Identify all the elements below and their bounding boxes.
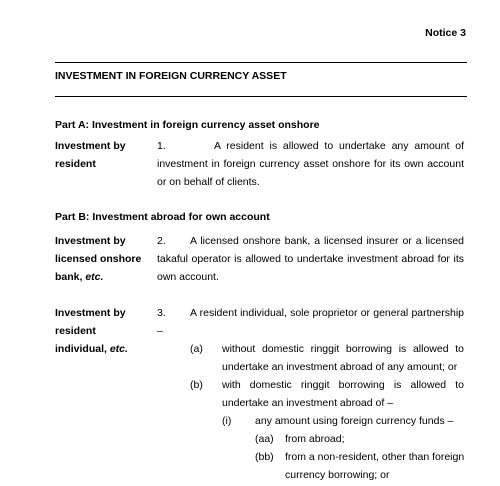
paragraph-1-line-2: investment in foreign currency asset onshore for its own account [157,158,464,170]
paragraph-2-line-3: own account. [157,271,219,283]
part-a-side-heading-line-2: resident [55,158,96,170]
para-2-side-heading-text: bank, [55,271,86,283]
item-b-label: (b) [190,379,203,391]
para-3-side-heading-line-1: Investment by [55,307,126,319]
item-bb-line-1: from a non-resident, other than foreign [285,451,465,463]
paragraph-1-line-1: A resident is allowed to undertake any amount of [214,140,464,152]
paragraph-3-line-1: A resident individual, sole proprietor or general partnership [190,307,464,319]
item-aa-label: (aa) [255,433,274,445]
paragraph-2-line-2: takaful operator is allowed to undertake investment abroad for its [157,253,464,265]
part-a-heading: Part A: Investment in foreign currency asset onshore [55,119,320,131]
item-b-line-2: undertake an investment abroad of – [222,397,394,409]
item-bb-label: (bb) [255,451,274,463]
item-b-line-1: with domestic ringgit borrowing is allowed to [222,379,464,391]
document-title: INVESTMENT IN FOREIGN CURRENCY ASSET [55,70,287,82]
para-2-side-heading-line-1: Investment by [55,235,126,247]
para-3-side-heading-etc: etc. [109,343,128,355]
paragraph-3-line-2: – [157,325,163,337]
part-b-heading: Part B: Investment abroad for own account [55,211,270,223]
item-aa-line-1: from abroad; [285,433,345,445]
item-i-line-1: any amount using foreign currency funds – [255,415,454,427]
paragraph-3-number: 3. [157,307,166,319]
paragraph-2-line-1: A licensed onshore bank, a licensed insurer or a licensed [190,235,464,247]
para-2-side-heading-line-3 [55,270,103,284]
notice-number: Notice 3 [425,27,466,39]
item-a-label: (a) [190,343,203,355]
para-3-side-heading-text: individual, [55,343,110,355]
item-bb-line-2: currency borrowing; or [285,469,390,481]
title-divider [55,96,467,97]
paragraph-2-number: 2. [157,235,166,247]
para-3-side-heading-line-3 [55,342,128,356]
paragraph-1-number: 1. [157,140,166,152]
para-3-side-heading-line-2: resident [55,325,96,337]
part-a-side-heading-line-1: Investment by [55,140,126,152]
paragraph-1-line-3: or on behalf of clients. [157,176,260,188]
item-i-label: (i) [222,415,232,427]
top-divider [55,62,467,63]
item-a-line-2: undertake an investment abroad of any amount; or [222,361,458,373]
para-2-side-heading-etc: etc. [85,271,104,283]
item-a-line-1: without domestic ringgit borrowing is allowed to [222,343,464,355]
para-2-side-heading-line-2: licensed onshore [55,253,142,265]
